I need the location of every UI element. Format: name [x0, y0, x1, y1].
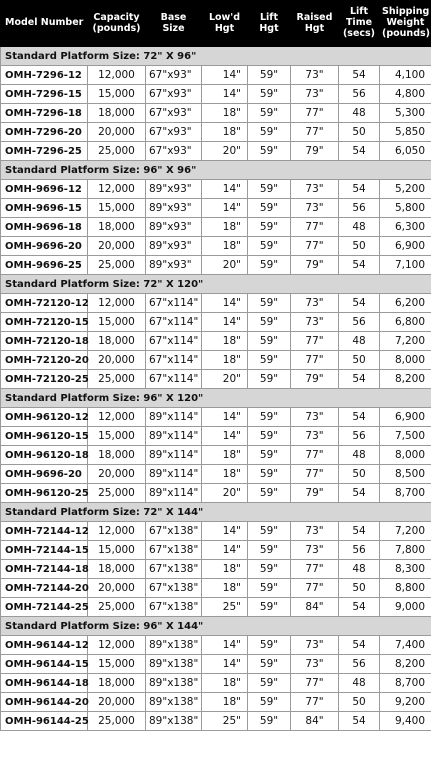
row-lift-time: 54	[339, 294, 380, 313]
row-raised-height: 77"	[291, 446, 339, 465]
table-row	[1, 655, 431, 674]
row-lift-time: 54	[339, 66, 380, 85]
row-lift-height: 59"	[248, 180, 291, 199]
row-model-number: OMH-72120-25	[1, 370, 88, 389]
row-model-number: OMH-9696-15	[1, 199, 88, 218]
row-lowered-height: 18"	[202, 123, 248, 142]
row-base-size: 89"x93"	[146, 199, 202, 218]
row-base-size: 89"x138"	[146, 693, 202, 712]
row-lowered-height: 14"	[202, 180, 248, 199]
row-lift-time: 50	[339, 579, 380, 598]
row-lift-time: 54	[339, 598, 380, 617]
row-raised-height: 79"	[291, 142, 339, 161]
row-lift-height: 59"	[248, 408, 291, 427]
row-model-number: OMH-9696-25	[1, 256, 88, 275]
row-capacity: 18,000	[88, 104, 146, 123]
table-row	[1, 560, 431, 579]
row-lift-time: 54	[339, 712, 380, 731]
row-lift-height: 59"	[248, 123, 291, 142]
row-lift-time: 50	[339, 237, 380, 256]
row-capacity: 25,000	[88, 256, 146, 275]
row-shipping-weight: 9,000	[380, 598, 431, 617]
row-capacity: 18,000	[88, 674, 146, 693]
row-lift-time: 50	[339, 693, 380, 712]
row-lift-height: 59"	[248, 560, 291, 579]
row-model-number: OMH-72120-12	[1, 294, 88, 313]
row-shipping-weight: 7,400	[380, 636, 431, 655]
table-row	[1, 693, 431, 712]
row-capacity: 15,000	[88, 655, 146, 674]
row-lift-height: 59"	[248, 199, 291, 218]
row-lowered-height: 18"	[202, 104, 248, 123]
row-model-number: OMH-7296-15	[1, 85, 88, 104]
row-raised-height: 84"	[291, 712, 339, 731]
row-raised-height: 77"	[291, 560, 339, 579]
row-capacity: 12,000	[88, 66, 146, 85]
row-raised-height: 79"	[291, 484, 339, 503]
row-model-number: OMH-7296-18	[1, 104, 88, 123]
row-lowered-height: 14"	[202, 85, 248, 104]
row-base-size: 67"x114"	[146, 294, 202, 313]
row-raised-height: 73"	[291, 66, 339, 85]
row-lift-time: 56	[339, 427, 380, 446]
row-lift-time: 56	[339, 199, 380, 218]
row-model-number: OMH-72120-18	[1, 332, 88, 351]
row-raised-height: 77"	[291, 693, 339, 712]
row-lowered-height: 20"	[202, 256, 248, 275]
row-lift-time: 56	[339, 85, 380, 104]
table-row	[1, 256, 431, 275]
header-model-number: Model Number	[1, 1, 88, 47]
row-lift-height: 59"	[248, 674, 291, 693]
row-lowered-height: 18"	[202, 218, 248, 237]
section-title: Standard Platform Size: 72" X 96"	[1, 47, 431, 66]
table-row	[1, 484, 431, 503]
row-raised-height: 73"	[291, 408, 339, 427]
table-row	[1, 351, 431, 370]
table-row	[1, 579, 431, 598]
row-lift-height: 59"	[248, 446, 291, 465]
row-shipping-weight: 8,500	[380, 465, 431, 484]
row-base-size: 89"x138"	[146, 636, 202, 655]
row-shipping-weight: 7,200	[380, 522, 431, 541]
row-model-number: OMH-72120-20	[1, 351, 88, 370]
row-model-number: OMH-72120-15	[1, 313, 88, 332]
row-lift-time: 54	[339, 370, 380, 389]
row-raised-height: 73"	[291, 85, 339, 104]
row-raised-height: 77"	[291, 237, 339, 256]
header-lift-height: Lift Hgt	[248, 1, 291, 47]
row-shipping-weight: 5,850	[380, 123, 431, 142]
row-lowered-height: 18"	[202, 332, 248, 351]
row-base-size: 67"x114"	[146, 370, 202, 389]
row-lift-time: 48	[339, 332, 380, 351]
table-row	[1, 142, 431, 161]
row-shipping-weight: 8,200	[380, 370, 431, 389]
row-lift-time: 56	[339, 541, 380, 560]
row-lift-height: 59"	[248, 712, 291, 731]
row-shipping-weight: 5,200	[380, 180, 431, 199]
row-lift-time: 54	[339, 142, 380, 161]
row-shipping-weight: 8,200	[380, 655, 431, 674]
row-lowered-height: 18"	[202, 351, 248, 370]
row-shipping-weight: 7,500	[380, 427, 431, 446]
row-lowered-height: 18"	[202, 465, 248, 484]
row-lowered-height: 14"	[202, 655, 248, 674]
row-base-size: 67"x138"	[146, 579, 202, 598]
row-raised-height: 77"	[291, 351, 339, 370]
table-row	[1, 123, 431, 142]
row-model-number: OMH-72144-18	[1, 560, 88, 579]
row-lift-height: 59"	[248, 218, 291, 237]
row-model-number: OMH-9696-20	[1, 237, 88, 256]
row-lowered-height: 18"	[202, 579, 248, 598]
row-model-number: OMH-96144-20	[1, 693, 88, 712]
row-shipping-weight: 5,300	[380, 104, 431, 123]
row-lowered-height: 14"	[202, 313, 248, 332]
row-base-size: 89"x93"	[146, 180, 202, 199]
row-base-size: 67"x93"	[146, 123, 202, 142]
row-lift-height: 59"	[248, 104, 291, 123]
row-capacity: 25,000	[88, 712, 146, 731]
row-lowered-height: 20"	[202, 370, 248, 389]
row-lift-time: 48	[339, 104, 380, 123]
table-row	[1, 66, 431, 85]
row-model-number: OMH-96144-25	[1, 712, 88, 731]
header-raised-height: Raised Hgt	[291, 1, 339, 47]
row-shipping-weight: 5,800	[380, 199, 431, 218]
row-base-size: 67"x114"	[146, 313, 202, 332]
row-lift-time: 50	[339, 351, 380, 370]
row-lift-height: 59"	[248, 541, 291, 560]
row-shipping-weight: 6,800	[380, 313, 431, 332]
row-capacity: 15,000	[88, 427, 146, 446]
row-shipping-weight: 6,050	[380, 142, 431, 161]
row-raised-height: 73"	[291, 522, 339, 541]
row-raised-height: 73"	[291, 541, 339, 560]
header-lift-time: Lift Time (secs)	[339, 1, 380, 47]
table-row	[1, 104, 431, 123]
row-capacity: 20,000	[88, 693, 146, 712]
row-base-size: 89"x138"	[146, 655, 202, 674]
table-body	[1, 47, 431, 731]
row-raised-height: 73"	[291, 294, 339, 313]
table-row	[1, 332, 431, 351]
row-raised-height: 77"	[291, 104, 339, 123]
table-row	[1, 598, 431, 617]
row-lift-height: 59"	[248, 427, 291, 446]
header-row	[1, 1, 431, 47]
row-model-number: OMH-7296-20	[1, 123, 88, 142]
row-base-size: 89"x114"	[146, 427, 202, 446]
row-lift-height: 59"	[248, 142, 291, 161]
table-row	[1, 465, 431, 484]
section-title: Standard Platform Size: 72" X 120"	[1, 275, 431, 294]
row-base-size: 89"x93"	[146, 256, 202, 275]
row-lowered-height: 14"	[202, 294, 248, 313]
row-lift-time: 50	[339, 123, 380, 142]
row-lift-time: 48	[339, 446, 380, 465]
row-lift-time: 56	[339, 655, 380, 674]
row-capacity: 12,000	[88, 294, 146, 313]
section-header-row	[1, 275, 431, 294]
row-base-size: 67"x93"	[146, 142, 202, 161]
row-capacity: 18,000	[88, 560, 146, 579]
table-row	[1, 446, 431, 465]
row-lift-height: 59"	[248, 579, 291, 598]
row-base-size: 89"x114"	[146, 465, 202, 484]
row-raised-height: 73"	[291, 180, 339, 199]
row-lowered-height: 20"	[202, 142, 248, 161]
section-title: Standard Platform Size: 96" X 120"	[1, 389, 431, 408]
row-model-number: OMH-9696-12	[1, 180, 88, 199]
row-base-size: 67"x93"	[146, 85, 202, 104]
row-base-size: 89"x93"	[146, 237, 202, 256]
row-raised-height: 77"	[291, 218, 339, 237]
table-header	[1, 1, 431, 47]
row-shipping-weight: 8,300	[380, 560, 431, 579]
row-lift-height: 59"	[248, 693, 291, 712]
row-model-number: OMH-9696-20	[1, 465, 88, 484]
row-lift-height: 59"	[248, 332, 291, 351]
row-lift-height: 59"	[248, 370, 291, 389]
header-base-size: Base Size	[146, 1, 202, 47]
row-lowered-height: 14"	[202, 199, 248, 218]
table-row	[1, 85, 431, 104]
header-shipping-weight: Shipping Weight (pounds)	[380, 1, 431, 47]
table-row	[1, 180, 431, 199]
row-lift-height: 59"	[248, 598, 291, 617]
row-capacity: 25,000	[88, 598, 146, 617]
row-capacity: 18,000	[88, 218, 146, 237]
section-header-row	[1, 161, 431, 180]
row-shipping-weight: 8,000	[380, 351, 431, 370]
row-shipping-weight: 6,900	[380, 408, 431, 427]
row-model-number: OMH-96120-25	[1, 484, 88, 503]
row-raised-height: 77"	[291, 332, 339, 351]
row-model-number: OMH-96144-18	[1, 674, 88, 693]
row-lowered-height: 18"	[202, 560, 248, 579]
row-base-size: 89"x93"	[146, 218, 202, 237]
row-base-size: 67"x138"	[146, 522, 202, 541]
row-capacity: 15,000	[88, 313, 146, 332]
section-header-row	[1, 47, 431, 66]
table-row	[1, 294, 431, 313]
table-row	[1, 199, 431, 218]
row-lift-time: 54	[339, 522, 380, 541]
row-capacity: 15,000	[88, 85, 146, 104]
row-shipping-weight: 8,800	[380, 579, 431, 598]
row-raised-height: 79"	[291, 370, 339, 389]
row-shipping-weight: 8,700	[380, 484, 431, 503]
section-header-row	[1, 617, 431, 636]
row-model-number: OMH-72144-15	[1, 541, 88, 560]
row-lift-time: 54	[339, 256, 380, 275]
row-capacity: 20,000	[88, 465, 146, 484]
row-base-size: 89"x114"	[146, 446, 202, 465]
header-capacity: Capacity (pounds)	[88, 1, 146, 47]
row-lowered-height: 14"	[202, 522, 248, 541]
row-shipping-weight: 4,100	[380, 66, 431, 85]
row-capacity: 20,000	[88, 237, 146, 256]
row-lowered-height: 14"	[202, 541, 248, 560]
row-model-number: OMH-96144-15	[1, 655, 88, 674]
row-shipping-weight: 9,400	[380, 712, 431, 731]
row-lowered-height: 25"	[202, 598, 248, 617]
row-model-number: OMH-72144-20	[1, 579, 88, 598]
row-shipping-weight: 8,700	[380, 674, 431, 693]
row-raised-height: 73"	[291, 199, 339, 218]
row-base-size: 67"x138"	[146, 560, 202, 579]
row-model-number: OMH-72144-25	[1, 598, 88, 617]
table-row	[1, 408, 431, 427]
row-shipping-weight: 6,300	[380, 218, 431, 237]
row-lowered-height: 18"	[202, 674, 248, 693]
row-raised-height: 73"	[291, 313, 339, 332]
row-base-size: 67"x114"	[146, 351, 202, 370]
row-model-number: OMH-7296-25	[1, 142, 88, 161]
row-lift-time: 56	[339, 313, 380, 332]
row-raised-height: 77"	[291, 579, 339, 598]
row-shipping-weight: 4,800	[380, 85, 431, 104]
row-lift-time: 54	[339, 636, 380, 655]
row-raised-height: 73"	[291, 427, 339, 446]
section-header-row	[1, 389, 431, 408]
row-shipping-weight: 7,200	[380, 332, 431, 351]
row-shipping-weight: 9,200	[380, 693, 431, 712]
row-lift-height: 59"	[248, 294, 291, 313]
row-lowered-height: 25"	[202, 712, 248, 731]
row-capacity: 12,000	[88, 408, 146, 427]
header-lowered-height: Low'd Hgt	[202, 1, 248, 47]
row-raised-height: 79"	[291, 256, 339, 275]
row-lift-height: 59"	[248, 484, 291, 503]
row-lowered-height: 20"	[202, 484, 248, 503]
row-base-size: 89"x114"	[146, 408, 202, 427]
table-row	[1, 370, 431, 389]
row-capacity: 15,000	[88, 541, 146, 560]
row-model-number: OMH-72144-12	[1, 522, 88, 541]
row-model-number: OMH-96120-18	[1, 446, 88, 465]
table-row	[1, 237, 431, 256]
row-capacity: 20,000	[88, 579, 146, 598]
table-row	[1, 674, 431, 693]
row-lift-height: 59"	[248, 66, 291, 85]
table-row	[1, 522, 431, 541]
row-lift-height: 59"	[248, 636, 291, 655]
row-lift-time: 54	[339, 484, 380, 503]
row-model-number: OMH-96144-12	[1, 636, 88, 655]
row-capacity: 12,000	[88, 636, 146, 655]
row-raised-height: 73"	[291, 636, 339, 655]
row-shipping-weight: 7,100	[380, 256, 431, 275]
row-capacity: 25,000	[88, 484, 146, 503]
row-capacity: 12,000	[88, 180, 146, 199]
row-capacity: 20,000	[88, 123, 146, 142]
row-lift-height: 59"	[248, 256, 291, 275]
row-raised-height: 77"	[291, 465, 339, 484]
section-header-row	[1, 503, 431, 522]
row-base-size: 67"x93"	[146, 104, 202, 123]
row-shipping-weight: 6,200	[380, 294, 431, 313]
row-lowered-height: 14"	[202, 636, 248, 655]
section-title: Standard Platform Size: 72" X 144"	[1, 503, 431, 522]
row-lowered-height: 14"	[202, 427, 248, 446]
row-base-size: 67"x114"	[146, 332, 202, 351]
section-title: Standard Platform Size: 96" X 144"	[1, 617, 431, 636]
row-base-size: 89"x138"	[146, 712, 202, 731]
row-lift-height: 59"	[248, 522, 291, 541]
row-capacity: 25,000	[88, 142, 146, 161]
row-lift-height: 59"	[248, 237, 291, 256]
row-capacity: 12,000	[88, 522, 146, 541]
row-base-size: 89"x138"	[146, 674, 202, 693]
row-raised-height: 73"	[291, 655, 339, 674]
row-model-number: OMH-9696-18	[1, 218, 88, 237]
row-shipping-weight: 6,900	[380, 237, 431, 256]
table-row	[1, 541, 431, 560]
row-lowered-height: 18"	[202, 693, 248, 712]
row-capacity: 18,000	[88, 332, 146, 351]
row-capacity: 15,000	[88, 199, 146, 218]
row-base-size: 67"x138"	[146, 598, 202, 617]
row-raised-height: 77"	[291, 674, 339, 693]
row-lowered-height: 18"	[202, 446, 248, 465]
row-base-size: 67"x138"	[146, 541, 202, 560]
table-row	[1, 712, 431, 731]
row-capacity: 18,000	[88, 446, 146, 465]
table-row	[1, 636, 431, 655]
row-raised-height: 77"	[291, 123, 339, 142]
row-lift-time: 48	[339, 674, 380, 693]
row-lowered-height: 14"	[202, 408, 248, 427]
row-lift-time: 54	[339, 180, 380, 199]
row-lift-height: 59"	[248, 85, 291, 104]
row-shipping-weight: 7,800	[380, 541, 431, 560]
row-raised-height: 84"	[291, 598, 339, 617]
row-lift-time: 48	[339, 218, 380, 237]
row-shipping-weight: 8,000	[380, 446, 431, 465]
row-base-size: 67"x93"	[146, 66, 202, 85]
row-lift-height: 59"	[248, 351, 291, 370]
row-model-number: OMH-7296-12	[1, 66, 88, 85]
row-lift-height: 59"	[248, 313, 291, 332]
table-row	[1, 218, 431, 237]
row-lowered-height: 18"	[202, 237, 248, 256]
row-lowered-height: 14"	[202, 66, 248, 85]
row-lift-height: 59"	[248, 655, 291, 674]
row-capacity: 20,000	[88, 351, 146, 370]
row-capacity: 25,000	[88, 370, 146, 389]
section-title: Standard Platform Size: 96" X 96"	[1, 161, 431, 180]
row-base-size: 89"x114"	[146, 484, 202, 503]
row-model-number: OMH-96120-12	[1, 408, 88, 427]
row-lift-height: 59"	[248, 465, 291, 484]
row-lift-time: 50	[339, 465, 380, 484]
row-lift-time: 54	[339, 408, 380, 427]
table-row	[1, 427, 431, 446]
table-row	[1, 313, 431, 332]
row-model-number: OMH-96120-15	[1, 427, 88, 446]
row-lift-time: 48	[339, 560, 380, 579]
